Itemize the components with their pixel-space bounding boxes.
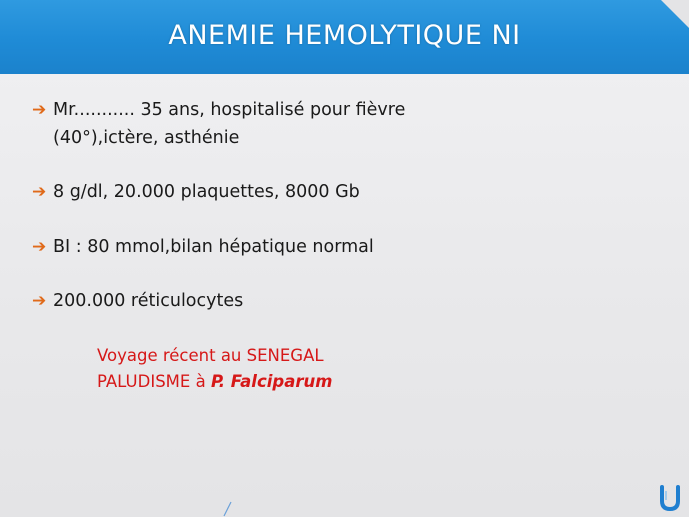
note-diagnosis-organism: P. Falciparum [210,372,333,391]
bullet-item-reticulocytes [32,287,243,315]
bullet-text-line: BI : 80 mmol,bilan hépatique normal [53,237,374,257]
u-logo-icon [659,485,681,511]
diagnosis-note [97,343,332,395]
title-bar [0,0,689,74]
bullet-item-blood-count [32,178,360,206]
right-arrow-icon: ➔ [32,100,47,120]
bullet-item-bilirubin [32,233,374,261]
bullet-item-patient [32,96,405,152]
note-line-diagnosis [97,369,332,395]
bullet-text-line: (40°),ictère, asthénie [53,128,240,148]
pointer-mark [223,500,233,517]
note-diagnosis-prefix: PALUDISME à [97,372,211,391]
bullet-text-line: 200.000 réticulocytes [53,291,244,311]
right-arrow-icon: ➔ [32,291,47,311]
slide-title: ANEMIE HEMOLYTIQUE NI [168,20,521,51]
right-arrow-icon: ➔ [32,182,47,202]
right-arrow-icon: ➔ [32,237,47,257]
note-line-travel: Voyage récent au SENEGAL [97,346,324,365]
bullet-text-line: Mr........... 35 ans, hospitalisé pour fièvre [53,100,406,120]
bullet-text-line: 8 g/dl, 20.000 plaquettes, 8000 Gb [53,182,360,202]
